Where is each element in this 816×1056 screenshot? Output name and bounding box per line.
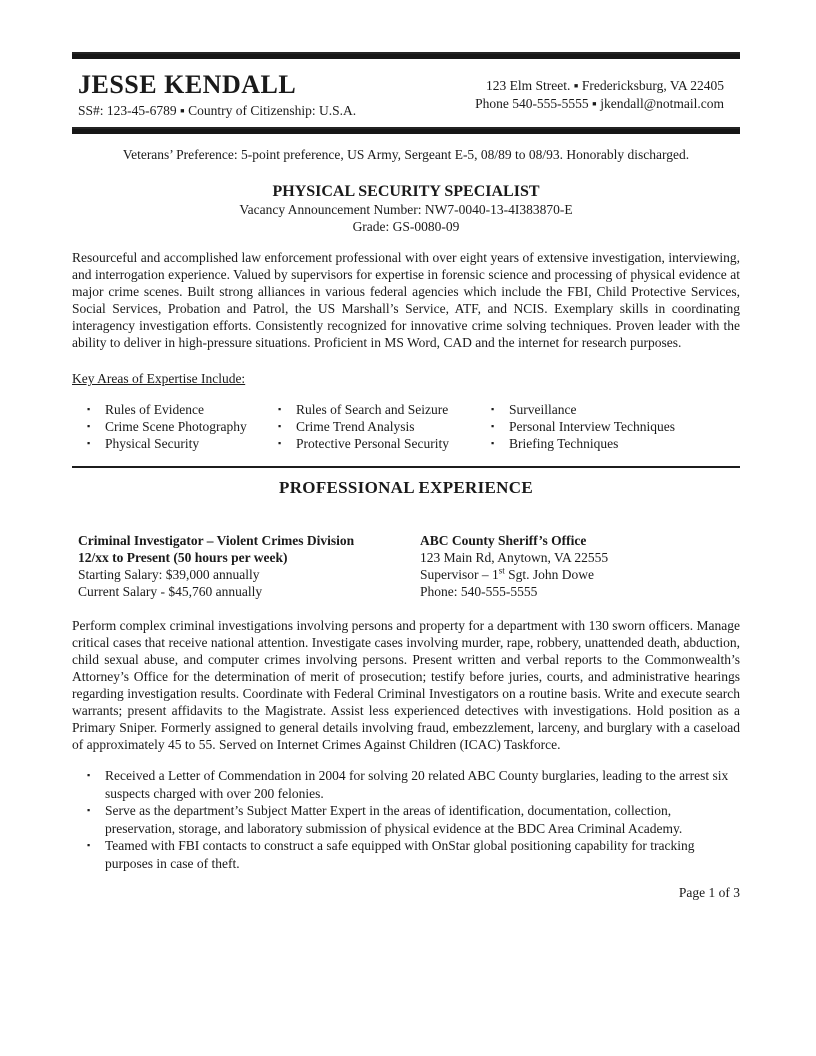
list-item [278,401,491,418]
list-item [87,802,740,837]
header-bottom-rule [72,127,740,134]
list-item [87,418,278,435]
bullet-icon: ▪ [87,421,91,431]
job-description-paragraph: Perform complex criminal investigations involving persons and property for a department with 130 sworn officers. Manage critical cases that receive national attention. Investigate cases involving murder, rape, robbery, unattended death, abduction, child sexual abuse, and computer crimes involving persons. Present written and verbal reports to the Commonwealth’s Attorney’s Office for the determination of merit of prosecution; testify before juries, courts, and administrative hearings regarding investigation results. Coordinate with Federal Criminal Investigators on a routine basis. Write and execute search warrants; present affidavits to the Magistrate. Assist less experienced detectives with investigations. Hold position as a Primary Sniper. Formerly assigned to general details involving fraud, embezzlement, larceny, and burglary with a caseload of approximately 45 to 55. Served on Internet Crimes Against Children (ICAC) Taskforce. [72,618,740,752]
list-item [278,418,491,435]
bullet-icon: ▪ [491,421,495,431]
achievement-text: Received a Letter of Commendation in 2004 for solving 20 related ABC County burglaries, leading to the arrest six suspects charged with over 200 felonies. [105,768,729,801]
job-title: Criminal Investigator – Violent Crimes Division [78,533,355,548]
list-item [491,401,740,418]
achievement-text: Teamed with FBI contacts to construct a safe equipped with OnStar global positioning capability for tracking purposes in case of theft. [105,838,695,871]
veterans-preference-line: Veterans’ Preference: 5-point preference, US Army, Sergeant E-5, 08/89 to 08/93. Honorably discharged. [122,147,690,162]
phone-email-line: Phone 540-555-5555 ▪ jkendall@notmail.com [475,95,724,111]
expertise-label: Rules of Evidence [105,402,204,417]
page-number: Page 1 of 3 [678,885,740,900]
job-header [72,532,740,600]
expertise-label: Physical Security [105,436,200,451]
list-item [87,767,740,802]
employer-phone: Phone: 540-555-5555 [420,584,538,599]
expertise-label: Personal Interview Techniques [509,419,676,434]
expertise-label: Crime Scene Photography [105,419,247,434]
header-top-rule [72,52,740,59]
current-salary: Current Salary - $45,760 annually [78,584,263,599]
header-contact [475,77,740,112]
header-identity [72,70,475,119]
expertise-label: Protective Personal Security [296,436,449,451]
employer-name: ABC County Sheriff’s Office [420,533,587,548]
supervisor-ordinal: st [498,565,505,576]
supervisor-suffix: Sgt. John Dowe [504,567,595,582]
candidate-name: JESSE KENDALL [78,70,297,99]
bullet-icon: ▪ [87,404,91,414]
resume-content [72,52,740,901]
ssn-citizenship-line: SS#: 123-45-6789 ▪ Country of Citizenship: U.S.A. [78,103,357,118]
list-item [87,435,278,452]
bullet-icon: ▪ [491,438,495,448]
expertise-grid [72,401,740,452]
job-dates: 12/xx to Present (50 hours per week) [78,550,288,565]
expertise-column-3 [491,401,740,452]
bullet-icon: ▪ [278,421,282,431]
bullet-icon: ▪ [87,840,91,850]
expertise-column-1 [87,401,278,452]
list-item [491,418,740,435]
list-item [87,837,740,872]
header [72,59,740,127]
job-header-left [72,532,420,600]
bullet-icon: ▪ [87,770,91,780]
position-title: PHYSICAL SECURITY SPECIALIST [272,183,540,200]
bullet-icon: ▪ [278,404,282,414]
address-line: 123 Elm Street. ▪ Fredericksburg, VA 22405 [485,78,724,93]
job-header-right [420,532,740,600]
supervisor-prefix: Supervisor – 1 [420,567,499,582]
starting-salary: Starting Salary: $39,000 annually [78,567,260,582]
expertise-label: Rules of Search and Seizure [296,402,449,417]
list-item [491,435,740,452]
expertise-heading: Key Areas of Expertise Include: [72,371,246,386]
list-item [87,401,278,418]
bullet-icon: ▪ [491,404,495,414]
bullet-icon: ▪ [278,438,282,448]
achievement-list [72,767,740,872]
grade-line: Grade: GS-0080-09 [352,219,460,234]
expertise-label: Briefing Techniques [509,436,619,451]
section-title-professional-experience: PROFESSIONAL EXPERIENCE [279,478,533,497]
section-divider-rule [72,466,740,468]
bullet-icon: ▪ [87,438,91,448]
list-item [278,435,491,452]
vacancy-announcement: Vacancy Announcement Number: NW7-0040-13-4I383870-E [239,202,573,217]
achievement-text: Serve as the department’s Subject Matter Expert in the areas of identification, documentation, collection, preservation, storage, and laboratory submission of physical evidence at the BDC Area Criminal Academy. [105,803,683,836]
summary-paragraph: Resourceful and accomplished law enforcement professional with over eight years of extensive investigation, interviewing, and interrogation experience. Valued by supervisors for expertise in forensic science and processing of physical evidence at major crime scenes. Built strong alliances in various federal agencies which include the FBI, Child Protective Services, Social Services, Probation and Patrol, the US Marshall’s Service, ATF, and NCIS. Exemplary skills in coordinating interagency investigation efforts. Consistently recognized for innovative crime solving techniques. Proven leader with the ability to deliver in high-pressure situations. Proficient in MS Word, CAD and the internet for research purposes. [72,250,740,350]
expertise-label: Surveillance [509,402,577,417]
employer-address: 123 Main Rd, Anytown, VA 22555 [420,550,609,565]
supervisor-line [420,566,740,583]
bullet-icon: ▪ [87,805,91,815]
expertise-label: Crime Trend Analysis [296,419,415,434]
expertise-column-2 [278,401,491,452]
